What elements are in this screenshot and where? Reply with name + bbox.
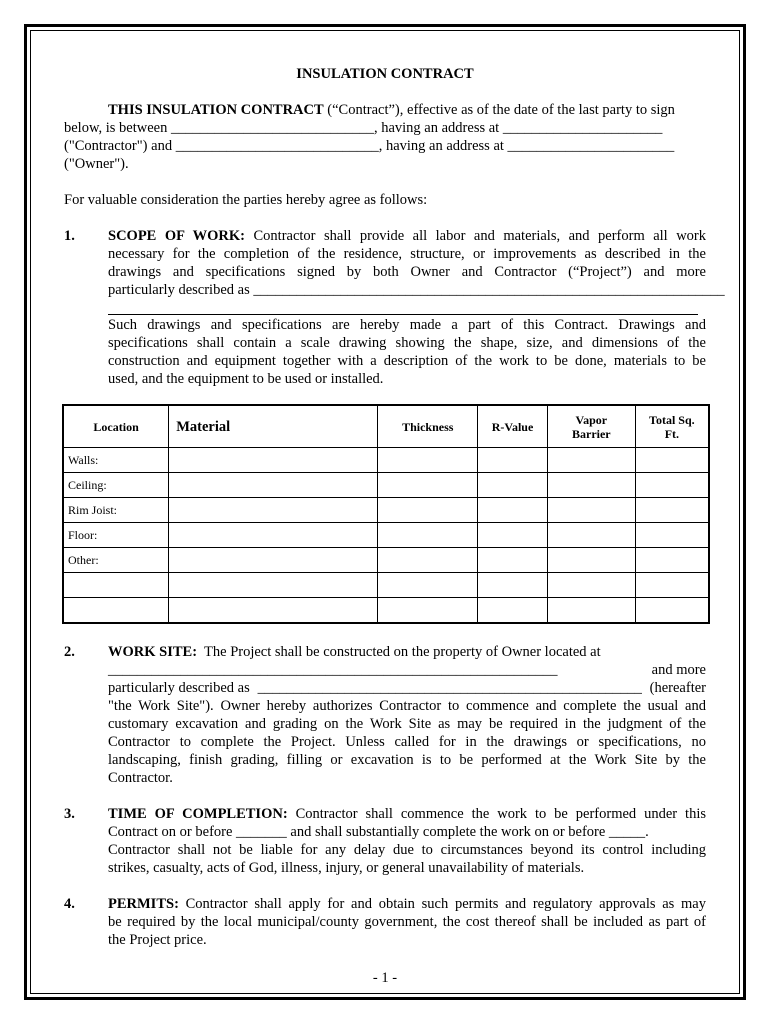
material-cell[interactable] [169,598,378,624]
section-1-line-1 [108,227,706,245]
section-3-line-1-text: Contractor shall commence the work to be performed under this [287,806,706,822]
vapor-barrier-cell[interactable] [547,573,635,598]
intro-bold-phrase: THIS INSULATION CONTRACT [108,102,324,118]
section-2-line-7: landscaping, finish grading, filling or excavation is to be performed at the Work Site by the [108,752,706,768]
row-location-label: Other: [63,548,169,573]
section-1-number: 1. [64,228,75,244]
section-1-para2-line-4: used, and the equipment to be used or installed. [108,371,384,387]
intro-line-4: ("Owner"). [64,156,129,172]
thickness-cell[interactable] [378,548,478,573]
table-row [63,573,709,598]
header-r-value: R-Value [478,405,548,448]
consideration-text: For valuable consideration the parties hereby agree as follows: [64,192,428,208]
vapor-barrier-cell[interactable] [547,598,635,624]
section-1-line-1-text: Contractor shall provide all labor and materials, and perform all work [245,228,706,244]
vapor-barrier-cell[interactable] [547,473,635,498]
r-value-cell[interactable] [478,598,548,624]
header-vapor-barrier [547,405,635,448]
thickness-cell[interactable] [378,498,478,523]
insulation-table [62,404,710,624]
intro-line-1 [108,101,675,119]
section-1-line-3: drawings and specifications signed by both Owner and Contractor (“Project”) and more [108,264,706,280]
section-2-line-5: customary excavation and grading on the Work Site as may be required in the judgment of the [108,716,706,732]
thickness-cell[interactable] [378,473,478,498]
table-row [63,498,709,523]
total-sq-ft-cell[interactable] [635,448,709,473]
row-location-label[interactable] [63,573,169,598]
total-sq-ft-cell[interactable] [635,498,709,523]
row-location-label: Ceiling: [63,473,169,498]
section-2-line-8: Contractor. [108,770,173,786]
header-location: Location [63,405,169,448]
section-4-line-2: be required by the local municipal/county government, the cost thereof shall be included as part of [108,914,706,930]
material-cell[interactable] [169,548,378,573]
section-2-line-3-start: particularly described as [108,680,250,696]
section-2-line-2 [108,661,706,679]
row-location-label: Floor: [63,523,169,548]
table-row [63,448,709,473]
section-4-line-1-text: Contractor shall apply for and obtain such permits and regulatory approvals as may [178,896,706,912]
total-sq-ft-cell[interactable] [635,548,709,573]
section-4-heading: PERMITS: [108,896,179,912]
intro-line-2: below, is between ____________________________, having an address at ______________________ [64,120,663,136]
intro-line-3: ("Contractor") and ____________________________, having an address at _______________________ [64,138,675,154]
section-3-number: 3. [64,806,75,822]
vapor-barrier-cell[interactable] [547,498,635,523]
r-value-cell[interactable] [478,548,548,573]
section-1-heading: SCOPE OF WORK: [108,228,246,244]
section-2-line-6: Contractor to complete the Project. Unless called for in the drawings or specifications, no [108,734,706,750]
section-3-line-4: strikes, casualty, acts of God, illness, injury, or general unavailability of materials. [108,860,585,876]
header-thickness: Thickness [378,405,478,448]
vapor-barrier-cell[interactable] [547,548,635,573]
r-value-cell[interactable] [478,498,548,523]
section-3-line-3: Contractor shall not be liable for any delay due to circumstances beyond its control including [108,842,706,858]
r-value-cell[interactable] [478,473,548,498]
total-sq-ft-cell[interactable] [635,523,709,548]
row-location-label: Walls: [63,448,169,473]
row-location-label[interactable] [63,598,169,624]
vapor-barrier-cell[interactable] [547,448,635,473]
row-location-label: Rim Joist: [63,498,169,523]
r-value-cell[interactable] [478,573,548,598]
r-value-cell[interactable] [478,523,548,548]
section-2-line-2-end: and more [651,662,706,678]
header-vapor-line-2: Barrier [571,426,611,441]
section-3-heading: TIME OF COMPLETION: [108,806,288,822]
section-2-line-3 [108,679,706,697]
vapor-barrier-cell[interactable] [547,523,635,548]
total-sq-ft-cell[interactable] [635,598,709,624]
section-1-para2-line-3: construction and equipment together with a description of the work to be done, materials to be [108,353,706,369]
section-1-line-2: necessary for the completion of the residence, structure, or improvements as described in the [108,246,706,262]
material-cell[interactable] [169,523,378,548]
total-sq-ft-cell[interactable] [635,473,709,498]
section-2-description-blank: _____________________________________________________ [257,680,642,696]
section-4-line-3: the Project price. [108,932,207,948]
section-1-para2-line-2: specifications shall contain a scale drawing showing the shape, size, and dimensions of the [108,335,706,351]
total-sq-ft-cell[interactable] [635,573,709,598]
section-2-line-1 [108,643,601,661]
section-1-para2-line-1: Such drawings and specifications are hereby made a part of this Contract. Drawings and [108,317,706,333]
section-2-number: 2. [64,644,75,660]
header-total-line-1: Total Sq. [649,412,695,427]
material-cell[interactable] [169,448,378,473]
material-cell[interactable] [169,498,378,523]
section-2-line-1-text: The Project shall be constructed on the property of Owner located at [197,644,601,660]
section-4-number: 4. [64,896,75,912]
r-value-cell[interactable] [478,448,548,473]
header-material: Material [169,405,378,448]
section-2-address-blank: ______________________________________________________________ [108,662,558,678]
thickness-cell[interactable] [378,573,478,598]
table-row [63,473,709,498]
page-number: - 1 - [372,970,398,986]
section-4-line-1 [108,895,706,913]
table-row [63,523,709,548]
section-3-line-2: Contract on or before _______ and shall substantially complete the work on or before _____. [108,824,649,840]
section-2-line-3-end: (hereafter [649,680,706,696]
section-1-blank-rule [108,314,698,315]
thickness-cell[interactable] [378,598,478,624]
table-row [63,548,709,573]
intro-line-1-rest: (“Contract”), effective as of the date of the last party to sign [323,102,675,118]
header-total-line-2: Ft. [664,426,680,441]
thickness-cell[interactable] [378,448,478,473]
document-title: INSULATION CONTRACT [296,66,474,82]
section-1-line-4: particularly described as _________________________________________________________________ [108,282,725,298]
section-3-line-1 [108,805,706,823]
table-row [63,598,709,624]
table-header-row [63,405,709,448]
thickness-cell[interactable] [378,523,478,548]
header-vapor-line-1: Vapor [575,412,608,427]
header-total-sq-ft [635,405,709,448]
material-cell[interactable] [169,473,378,498]
section-2-heading: WORK SITE: [108,644,198,660]
section-2-line-4: "the Work Site"). Owner hereby authorizes Contractor to commence and complete the usual and [108,698,706,714]
material-cell[interactable] [169,573,378,598]
